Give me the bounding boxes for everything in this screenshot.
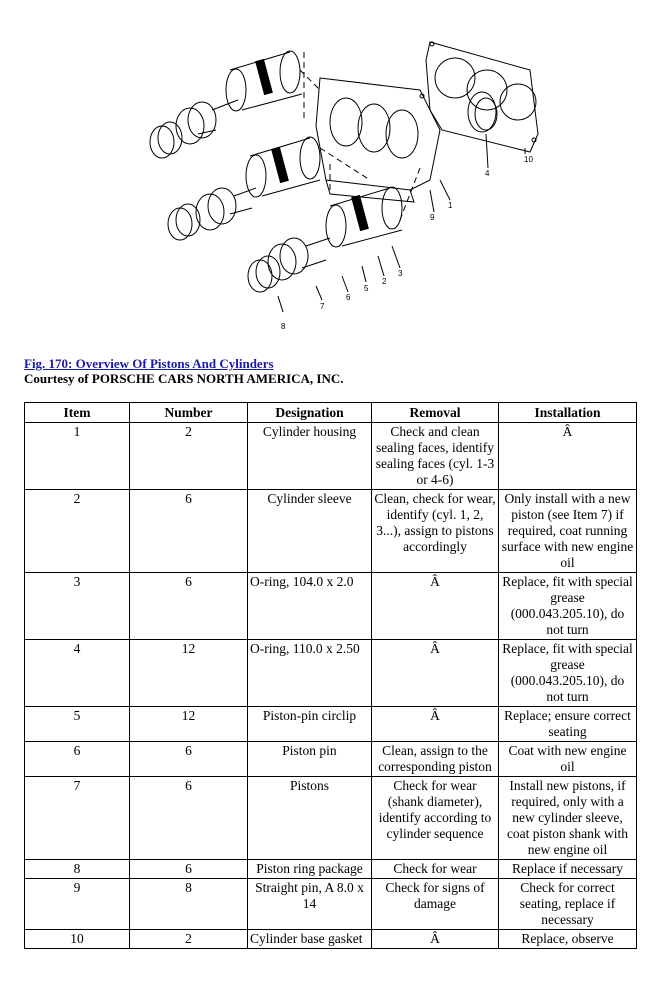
item-cell: 2	[25, 490, 130, 573]
table-row	[25, 640, 637, 707]
number-cell: 6	[130, 860, 248, 879]
page-bottom-margin	[0, 962, 664, 986]
number-cell: 8	[130, 879, 248, 930]
callout-label: 5	[364, 284, 369, 293]
table-row	[25, 860, 637, 879]
leader-lines	[278, 134, 525, 312]
cylinder-housing-drawing	[316, 78, 440, 202]
sleeve-drawing-3	[326, 187, 402, 247]
item-cell: 10	[25, 930, 130, 949]
table-row	[25, 490, 637, 573]
callout-label: 2	[382, 277, 387, 286]
table-row	[25, 777, 637, 860]
removal-cell: Â	[372, 640, 499, 707]
number-cell: 2	[130, 423, 248, 490]
designation-cell: Piston-pin circlip	[248, 707, 372, 742]
figure-link[interactable]: Fig. 170: Overview Of Pistons And Cylinders	[24, 356, 274, 371]
installation-cell: Replace; ensure correct seating	[499, 707, 637, 742]
column-header-designation: Designation	[248, 403, 372, 423]
number-cell: 6	[130, 742, 248, 777]
pistons-cylinders-illustration	[130, 30, 570, 340]
removal-cell: Â	[372, 573, 499, 640]
removal-cell: Check for wear	[372, 860, 499, 879]
number-cell: 12	[130, 640, 248, 707]
removal-cell: Â	[372, 707, 499, 742]
table-row	[25, 707, 637, 742]
item-cell: 8	[25, 860, 130, 879]
designation-cell: Piston pin	[248, 742, 372, 777]
callout-label: 3	[398, 269, 403, 278]
piston-drawing-2	[168, 188, 256, 240]
figure-credit: Courtesy of PORSCHE CARS NORTH AMERICA, INC.	[24, 371, 344, 386]
callout-label: 10	[524, 155, 533, 164]
removal-cell: Check for wear (shank diameter), identify according to cylinder sequence	[372, 777, 499, 860]
sleeve-drawing-2	[246, 137, 320, 197]
item-cell: 5	[25, 707, 130, 742]
figure-caption	[24, 356, 344, 386]
designation-cell: Cylinder base gasket	[248, 930, 372, 949]
callout-label: 8	[281, 322, 286, 331]
piston-drawing-1	[150, 100, 238, 158]
removal-cell: Clean, assign to the corresponding piston	[372, 742, 499, 777]
column-header-number: Number	[130, 403, 248, 423]
designation-cell: Pistons	[248, 777, 372, 860]
column-header-installation: Installation	[499, 403, 637, 423]
callout-label: 6	[346, 293, 351, 302]
designation-cell: Piston ring package	[248, 860, 372, 879]
installation-cell: Only install with a new piston (see Item 7) if required, coat running surface with new engine oil	[499, 490, 637, 573]
number-cell: 2	[130, 930, 248, 949]
gasket-drawing	[426, 42, 538, 152]
item-cell: 4	[25, 640, 130, 707]
piston-drawing-3	[248, 238, 330, 292]
installation-cell: Replace, fit with special grease (000.043.205.10), do not turn	[499, 573, 637, 640]
oring-drawing	[468, 92, 497, 132]
table-row	[25, 930, 637, 949]
designation-cell: Cylinder housing	[248, 423, 372, 490]
number-cell: 6	[130, 573, 248, 640]
installation-cell: Â	[499, 423, 637, 490]
removal-cell: Â	[372, 930, 499, 949]
sleeve-drawing-1	[226, 51, 302, 111]
item-cell: 1	[25, 423, 130, 490]
installation-cell: Check for correct seating, replace if necessary	[499, 879, 637, 930]
column-header-item: Item	[25, 403, 130, 423]
number-cell: 6	[130, 777, 248, 860]
item-cell: 7	[25, 777, 130, 860]
item-cell: 3	[25, 573, 130, 640]
designation-cell: Straight pin, A 8.0 x 14	[248, 879, 372, 930]
callout-label: 4	[485, 169, 490, 178]
designation-cell: O-ring, 104.0 x 2.0	[248, 573, 372, 640]
table-row	[25, 573, 637, 640]
column-header-removal: Removal	[372, 403, 499, 423]
callout-label: 1	[448, 201, 453, 210]
installation-cell: Install new pistons, if required, only with a new cylinder sleeve, coat piston shank with new engine oil	[499, 777, 637, 860]
number-cell: 12	[130, 707, 248, 742]
item-cell: 9	[25, 879, 130, 930]
installation-cell: Coat with new engine oil	[499, 742, 637, 777]
table-row	[25, 879, 637, 930]
number-cell: 6	[130, 490, 248, 573]
designation-cell: O-ring, 110.0 x 2.50	[248, 640, 372, 707]
parts-table	[24, 402, 637, 949]
installation-cell: Replace if necessary	[499, 860, 637, 879]
removal-cell: Clean, check for wear, identify (cyl. 1, 2, 3...), assign to pistons accordingly	[372, 490, 499, 573]
table-row	[25, 742, 637, 777]
removal-cell: Check and clean sealing faces, identify sealing faces (cyl. 1-3 or 4-6)	[372, 423, 499, 490]
item-cell: 6	[25, 742, 130, 777]
installation-cell: Replace, fit with special grease (000.043.205.10), do not turn	[499, 640, 637, 707]
callout-label: 7	[320, 302, 325, 311]
table-header-row	[25, 403, 637, 423]
table-row	[25, 423, 637, 490]
installation-cell: Replace, observe	[499, 930, 637, 949]
callout-label: 9	[430, 213, 435, 222]
removal-cell: Check for signs of damage	[372, 879, 499, 930]
designation-cell: Cylinder sleeve	[248, 490, 372, 573]
